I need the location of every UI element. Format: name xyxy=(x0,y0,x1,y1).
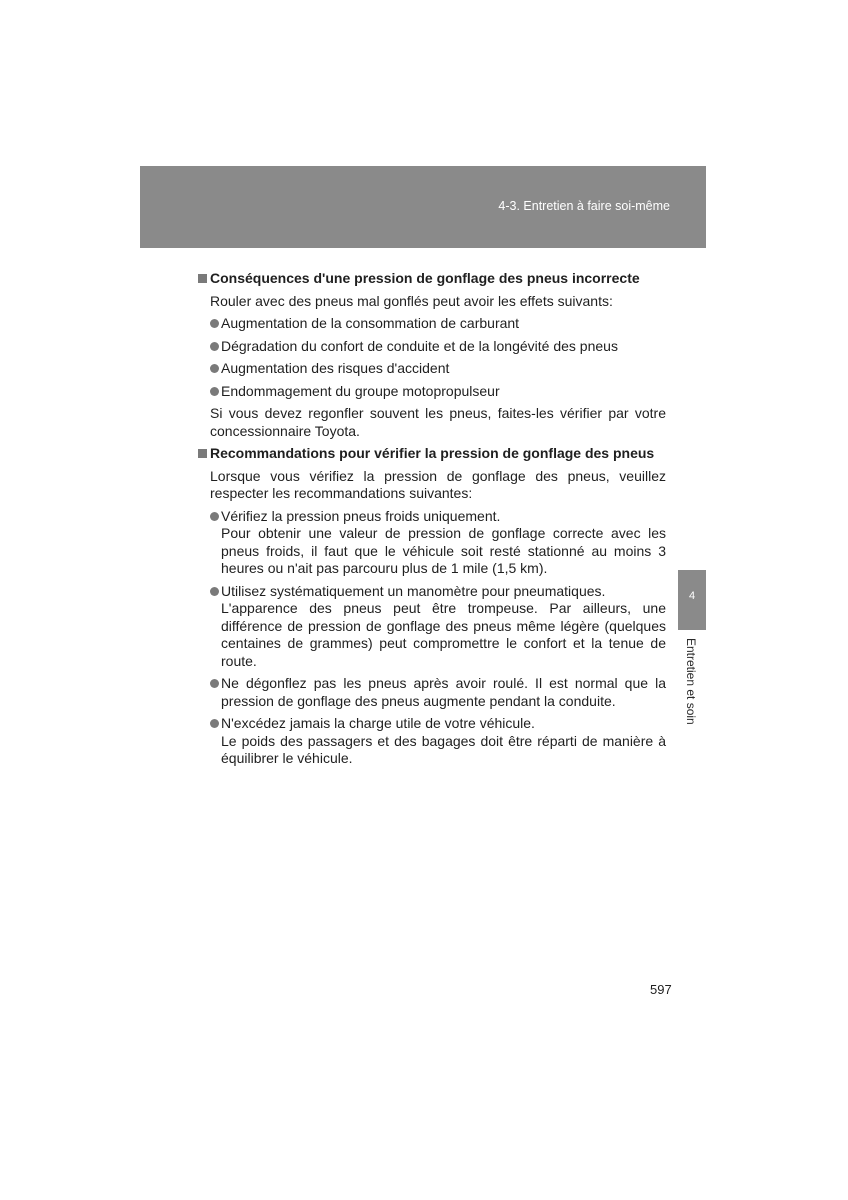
list-item xyxy=(210,583,666,671)
heading-text: Conséquences d'une pression de gonflage des pneus incorrecte xyxy=(210,270,640,286)
intro-paragraph: Lorsque vous vérifiez la pression de gonflage des pneus, veuillez respecter les recommandations suivantes: xyxy=(210,467,666,501)
list-item-text: Augmentation des risques d'accident xyxy=(221,360,450,376)
section-heading xyxy=(198,270,666,288)
list-item-text: Utilisez systématiquement un manomètre pour pneumatiques. xyxy=(221,582,606,599)
list-item-body xyxy=(221,583,666,671)
list-item-text: Vérifiez la pression pneus froids uniquement. xyxy=(221,507,501,524)
list-item-text: Endommagement du groupe motopropulseur xyxy=(221,382,500,399)
list-item-body xyxy=(221,508,666,578)
section-title: 4-3. Entretien à faire soi-même xyxy=(498,199,670,213)
outro-paragraph: Si vous devez regonfler souvent les pneus, faites-les vérifier par votre concessionnaire Toyota. xyxy=(210,405,666,439)
list-item-text: Dégradation du confort de conduite et de la longévité des pneus xyxy=(221,337,618,354)
list-item-text: Augmentation de la consommation de carburant xyxy=(221,315,520,331)
list-item-detail: Pour obtenir une valeur de pression de gonflage correcte avec les pneus froids, il faut que le véhicule soit resté stationné au moins 3 heures ou n'ait pas parcouru plus de 1 mile (1,5 km). xyxy=(221,525,666,576)
round-bullet-icon xyxy=(210,387,219,396)
list-item-detail: Le poids des passagers et des bagages doit être réparti de manière à équilibrer le véhicule. xyxy=(221,732,666,766)
round-bullet-icon xyxy=(210,342,219,351)
round-bullet-icon xyxy=(210,512,219,521)
chapter-label: Entretien et soin xyxy=(684,638,698,725)
round-bullet-icon xyxy=(210,719,219,728)
chapter-number: 4 xyxy=(688,590,696,602)
list-item xyxy=(210,338,666,356)
list-item xyxy=(210,715,666,768)
round-bullet-icon xyxy=(210,364,219,373)
main-content xyxy=(198,270,666,773)
list-item-text: N'excédez jamais la charge utile de votre véhicule. xyxy=(221,715,535,731)
list-item-text: Ne dégonflez pas les pneus après avoir roulé. Il est normal que la pression de gonflage des pneus augmente pendant la conduite. xyxy=(221,675,666,709)
chapter-tab xyxy=(678,570,706,630)
list-item xyxy=(210,508,666,578)
section-header-band xyxy=(140,166,706,248)
round-bullet-icon xyxy=(210,679,219,688)
list-item-body xyxy=(221,715,666,768)
list-item xyxy=(210,383,666,401)
page-number: 597 xyxy=(650,982,672,997)
list-item xyxy=(210,360,666,378)
square-bullet-icon xyxy=(198,274,207,283)
round-bullet-icon xyxy=(210,587,219,596)
list-item xyxy=(210,315,666,333)
heading-text: Recommandations pour vérifier la pression de gonflage des pneus xyxy=(210,445,655,461)
round-bullet-icon xyxy=(210,319,219,328)
list-item xyxy=(210,675,666,710)
intro-paragraph: Rouler avec des pneus mal gonflés peut avoir les effets suivants: xyxy=(210,292,613,309)
section-heading xyxy=(198,445,666,463)
list-item-detail: L'apparence des pneus peut être trompeuse. Par ailleurs, une différence de pression de gonflage des pneus même légère (quelques centaines de grammes) peut compromettre le confort et la tenue de route. xyxy=(221,600,666,669)
square-bullet-icon xyxy=(198,449,207,458)
